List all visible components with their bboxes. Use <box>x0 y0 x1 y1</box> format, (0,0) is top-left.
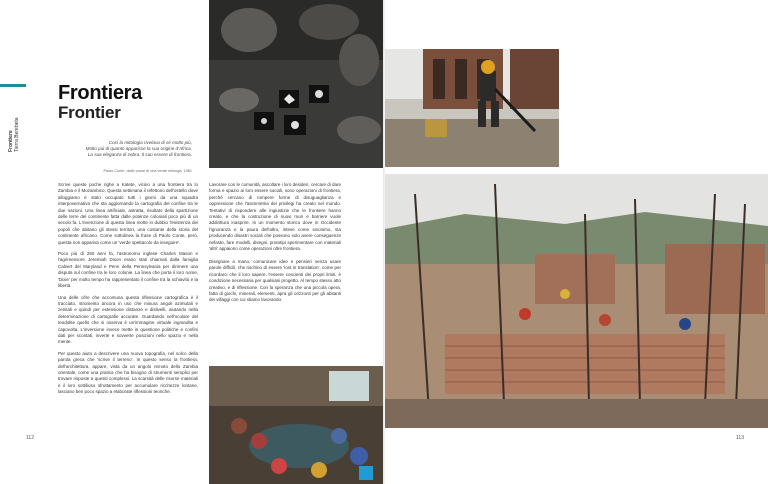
page-subtitle: Frontier <box>58 103 121 122</box>
page-number-right: 113 <box>736 435 744 441</box>
body-paragraph: Lavorare con le comunità, ascoltare i loro desideri, cercare di dare forma e spazio ai loro essere sociali, sono operazioni di frontiera, perché cercano di rompere forme di disuguaglianza e oppressione che l'asimmetria dei privilegi ha creato nel mondo. Tentativi di rispondere alle ingiustizie che le frontiere hanno creato, e che la costruzione di nuovi muri e barriere vuole addirittura inasprire. In un momento storico dove in Occidente l'ignoranza e la paura dell'altro, intese come sinonimo, sta producendo disastri sociali che possono solo avere conseguenze nefaste, fare modelli, disegni, prototipi sperimentare con materiali 'altri' appaiono come operazioni oltre frontiera. <box>209 182 341 252</box>
body-paragraph: Per questo aiuto a descrivere una nuova topografia, nel solco della parola greca che 'scrive il terreno'. In questo senso la frontiera, dell'architettura, appare, vista da un angolo remoto dello Zambia orientale, come una pratica che ha bisogno di strumenti semplici per trovare risposte a quesiti complessi. La scarsità delle risorse materiali e il loro sottiliuso sfruttamento per accumulare ricchezze lontane, lasciano ben poco spazio a elaborate riflessioni teoriche. <box>58 350 198 395</box>
body-paragraph: Una delle cifre che accomuna questa riflessione cartografica è il tracciato, strumento ancora in uso che misura angoli azimutali e zenitali e quindi per estensione distanze e dislivelli, aiutando nella determinazione di cartografie accurate. Guardando nell'oculare del teodolite quello che si osserva è un'immagine virtuale ingrandita e capovolta. L'inversione invece mette in questione politiche e confini dati per scontati, inverte e sovverte posizioni nello spazio e nella mente. <box>58 294 198 345</box>
photo-brick-construction-site <box>385 174 768 428</box>
epigraph-credit: Paolo Conte, dalle prose di una verde milonga, 1981 <box>103 169 192 173</box>
epigraph-line: Molto più di quanto apparisse la sua origine d'Africa. <box>85 146 192 152</box>
page-title: Frontiera <box>58 82 142 104</box>
section-label-english: Tierra Berebeta <box>14 117 20 152</box>
epigraph-line: Così la mitologia rivelava di sé molto più, <box>108 140 192 145</box>
photo-hands-drawing-tiles <box>209 0 383 168</box>
body-paragraph: Disegnare a mano, comunicare idee e pensieri senza usare parole difficili, che rischino di essere 'lost in translation', come per ricordarci che il loro sapere, l'essere coscienti dei propri limiti, è condizione necessaria per qualsiasi progetto. Al tempo stesso atto creativo, e di riflessione. Con la speranza che una piccola opera, fatta di giochi, minerali, elementi, apra gli orizzonti per gli abitanti dei villaggi con cui stiamo lavorando. <box>209 259 341 303</box>
epigraph-line: La sua eleganza di zebra. Il suo essere di frontiera. <box>87 152 192 158</box>
section-accent-rule <box>0 84 26 87</box>
body-column-left <box>58 182 198 401</box>
body-column-right-bottom <box>209 259 341 309</box>
body-column-right-top <box>209 182 341 257</box>
body-paragraph: Poco più di 250 anni fa, l'astronomo inglese Charles Mason e l'agrimensore Jeremiah Dixon erano stati chiamati dalla famiglia Calvert del Maryland e Penn della Pennsylvania per dirimere una disputa sul confine tra le loro colonie. La linea che porta il loro nome, 'Dixie' per molto tempo ha rappresentato il confine tra la schiavitù e la libertà. <box>58 251 198 289</box>
photo-community-meeting-room <box>209 366 383 484</box>
section-label-italian: Frontiere <box>8 130 14 152</box>
body-paragraph: Scrive queste poche righe a Katete, vicino a una frontiera tra lo Zambia e il Mozambico. Questa settimana il refettorio dell'ostello dove alloggiamo è stato occupato tutti i giorni da una squadra interpovernativa che sta aggiornando la cartografia del confine tra le due nazioni. Una linea artificiale, astratta, risultato della spartizione delle terre del continente fatta dalle potenze coloniali poco più di un secolo fa. L'invenzione di questa linea mette in dubbio l'esistenza dei popoli che abitano gli stessi territori, una costante della storia del continente africano. Come sottolinea la frase di Paolo Conte, però, questa non appariva come un 'verde spettacolo da inseguire'. <box>58 182 198 245</box>
epigraph <box>80 140 192 159</box>
section-side-label <box>8 92 26 152</box>
photo-worker-with-shovel <box>385 49 559 167</box>
page-number-left: 112 <box>26 435 34 441</box>
